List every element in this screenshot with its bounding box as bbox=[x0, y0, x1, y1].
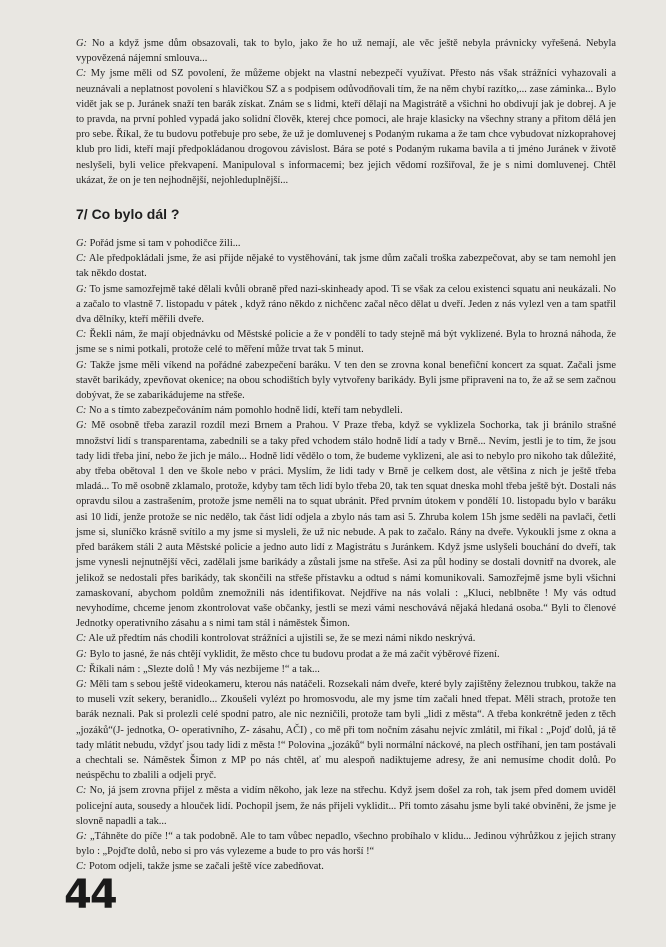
interview-paragraph bbox=[76, 829, 616, 859]
interview-section-intro bbox=[76, 36, 616, 188]
speaker-label: G: bbox=[76, 420, 87, 432]
interview-section-what-next bbox=[76, 236, 616, 875]
speaker-label: C: bbox=[76, 329, 87, 341]
speaker-label: G: bbox=[76, 238, 87, 250]
paragraph-text: No a s tímto zabezpečováním nám pomohlo hodně lidí, kteří tam nebydleli. bbox=[89, 405, 403, 417]
section-heading: 7/ Co bylo dál ? bbox=[76, 206, 180, 223]
speaker-label: C: bbox=[76, 253, 87, 265]
interview-paragraph bbox=[76, 66, 616, 188]
speaker-label: C: bbox=[76, 785, 87, 797]
page-number: 44 bbox=[64, 872, 116, 918]
speaker-label: C: bbox=[76, 405, 87, 417]
speaker-label: C: bbox=[76, 663, 87, 675]
paragraph-text: Bylo to jasné, že nás chtějí vyklidit, že město chce tu budovu prodat a že má začít výběrové řízení. bbox=[89, 648, 500, 660]
paragraph-text: Mě osobně třeba zarazil rozdíl mezi Brnem a Prahou. V Praze třeba, když se vyklizela Sochorka, tak ji bránilo strašné množství lidí s transparentama, zabednili se a taky před vchodem stálo hodně lidí a tady v Brně... Nevím, jestli je to tím, že jsou tady lidi třeba jiní, nebo že jich je málo... Hodně lidí vědělo o tom, že budeme vyklizeni, ale asi to nebylo pro nikoho tak důležité, aby třeba obětoval 1 den ve škole nebo v práci. Myslím, že lidi tady v Brně je celkem dost, ale většina z nich je ještě třeba mladá... To mě osobně zklamalo, protože, kdyby tam těch lidí bylo třeba 20, tak ten squat dneska mohl třeba ještě být. Dostali nás opravdu silou a zastrašením, protože jsme neměli na to squat ubránit. Před prvním útokem v pondělí 10. listopadu bylo v baráku asi 10 lidí, jenže protože se nic nedělo, tak část lidí odjela a zbylo nás tam asi 5. Zhruba kolem 15h jsme seděli na pavlači, četli jsme si, sluníčko krásně svítilo a my jsme si mysleli, že už nic nebude. A pak to začalo. Rány na dveře. Vykoukli jsme z okna a před barákem stáli 2 auta Městské policie a jedno auto lidí z Magistrátu s Juránkem. Když jsme uslyšeli bouchání do dveří, tak jsme vynesli nejnutnější věci, zadělali jsme barikády a zůstali jsme na střeše. Asi za půl hodiny se dostali dovnitř na dvorek, ale jelikož se nedostali přes barikády, tak skončili na střeše přístavku a odtud s námi komunikovali. Samozřejmě jsme byli všichni zamaskovaní, abychom poldům znemožnili nás identifikovat. Nejdříve na nás volali : „Kluci, neblbněte ! My vás odtud nevyhodíme, chceme jenom zkontrolovat vaše občanky, jestli se mezi vámi neschovává nějaká hledaná osoba.“ Byli to členové Jednotky operativního zásahu a s nimi tam stál i náměstek Šimon. bbox=[76, 420, 616, 630]
interview-paragraph bbox=[76, 358, 616, 404]
interview-paragraph bbox=[76, 36, 616, 66]
speaker-label: G: bbox=[76, 38, 87, 49]
paragraph-text: Pořád jsme si tam v pohodičce žili... bbox=[89, 238, 241, 250]
paragraph-text: Říkali nám : „Slezte dolů ! My vás nezbijeme !“ a tak... bbox=[89, 663, 320, 675]
speaker-label: G: bbox=[76, 359, 87, 371]
paragraph-text: Řekli nám, že mají objednávku od Městské policie a že v pondělí to tady stejně má být vyklizené. Byla to hrozná náhoda, že jsme se s nimi potkali, protože celé to měření může trvat tak 5 minut. bbox=[76, 329, 616, 356]
paragraph-text: Ale předpokládali jsme, že asi přijde nějaké to vystěhování, tak jsme dům začali troška zabezpečovat, aby se tam nemohl jen tak někdo dostat. bbox=[76, 253, 616, 280]
paragraph-text: My jsme měli od SZ povolení, že můžeme objekt na vlastní nebezpečí využívat. Přesto nás však strážníci vyhazovali a neuznávali a neplatnost povolení s hlavičkou SZ a s podpisem odůvodňovali tím, že na něm chybí razítko,... zase záminka... Bylo vidět jak se p. Juránek snaží ten barák získat. Znám se s lidmi, kteří dělají na Magistrátě a všichni ho obdivují jak je dobrej. A je to pravda, na první pohled vypadá jako solidní člověk, kterej chce pomoci, ale hraje klasicky na všechny strany a přitom dělá jen pro sebe. Říkal, že tu budovu potřebuje pro sebe, že už je domluvenej s Podaným rukama a že tam chce vybudovat nízkoprahovej klub pro lidi, kteří mají předpokládanou drogovou závislost. Bára se poté s Podaným rukama bavila a ti jméno Juránek v životě neslyšeli, byli velice překvapení. Manipuloval s informacemi; bez jejich vědomí rozšiřoval, že je s nimi domluvenej. Chtěl ukázat, že on je ten nejhodnější, nejohleduplnější... bbox=[76, 68, 616, 186]
interview-paragraph bbox=[76, 236, 616, 251]
speaker-label: G: bbox=[76, 283, 87, 295]
speaker-label: C: bbox=[76, 633, 87, 645]
paragraph-text: Ale už předtím nás chodili kontrolovat strážníci a ujistili se, že se mezi námi nikdo neskrývá. bbox=[88, 633, 476, 645]
speaker-label: G: bbox=[76, 830, 87, 842]
speaker-label: G: bbox=[76, 678, 87, 690]
paragraph-text: „Táhněte do píče !“ a tak podobně. Ale to tam vůbec nepadlo, všechno probíhalo v klidu... Jedinou výhrůžkou z jejich strany bylo : „Pojďte dolů, nebo si pro vás vylezeme a bude to pro vás horší !“ bbox=[76, 830, 616, 858]
interview-paragraph bbox=[76, 677, 616, 783]
paragraph-text: Potom odjeli, takže jsme se začali ještě více zabedňovat. bbox=[89, 861, 324, 873]
interview-paragraph bbox=[76, 647, 616, 662]
paragraph-text: No, já jsem zrovna přijel z města a vidím někoho, jak leze na střechu. Když jsem došel za roh, tak jsem před domem uviděl policejní auta, sousedy a hlouček lidí. Pochopil jsem, že nás přijeli vyklidit... Při tomto zásahu jsme byli také obviněni, že jsme je slovně napadli a tak... bbox=[76, 785, 616, 827]
interview-paragraph bbox=[76, 631, 616, 646]
paragraph-text: Takže jsme měli víkend na pořádné zabezpečení baráku. V ten den se zrovna konal benefiční koncert za squat. Začali jsme stavět barikády, zpevňovat okenice; na obou schodištích byly vytvořeny barikády. Byli jsme připraveni na to, že až se sem začnou dobývat, že se zabarikádujeme na střeše. bbox=[76, 359, 616, 402]
interview-paragraph bbox=[76, 282, 616, 328]
speaker-label: C: bbox=[76, 861, 87, 873]
interview-paragraph bbox=[76, 662, 616, 677]
interview-paragraph bbox=[76, 783, 616, 829]
interview-paragraph bbox=[76, 327, 616, 357]
paragraph-text: Měli tam s sebou ještě videokameru, kterou nás natáčeli. Rozsekali nám dveře, které byly zajištěny železnou trubkou, takže na to museli vzít sekery, beranidlo... Zkoušeli vylézt po hromosvodu, ale my jsme tím začali hned třepat. Měli strach, protože ten barák neznali. Pak si prolezli celé spodní patro, ale nic nezničili, protože tam byli „lidi z města“. A třeba konkrétně jeden z těch „jozáků“(J- jednotka, O- operativního, Z- zásahu, AČI) , co mě při tom nočním zásahu nejvíc zmlátil, mi říkal : „Pojď dolů, já tě tady mlátit nebudu, vždyť jsou tady lidi z města !“ Polovina „jozáků“ byli normální náckové, na plech ostříhaní, jen tam postávali a chechtali se. Náměstek Šimon z MP po nás chtěl, ať mu alespoň nadiktujeme adresy, že ani nemusíme chodit dolů. Po neúspěchu to zbalili a odjeli pryč. bbox=[76, 678, 616, 782]
interview-paragraph bbox=[76, 418, 616, 631]
speaker-label: C: bbox=[76, 68, 87, 80]
paragraph-text: No a když jsme dům obsazovali, tak to bylo, jako že ho už nemají, ale věc ještě nebyla právnicky vyřešená. Nebyla vypovězená nájemní smlouva... bbox=[76, 38, 616, 65]
interview-paragraph bbox=[76, 251, 616, 281]
interview-paragraph bbox=[76, 859, 616, 874]
interview-paragraph bbox=[76, 403, 616, 418]
speaker-label: G: bbox=[76, 648, 87, 660]
paragraph-text: To jsme samozřejmě také dělali kvůli obraně před nazi-skinheady apod. Ti se však za celou existenci squatu ani neukázali. No a začalo to vlastně 7. listopadu v pátek , když ráno někdo z nichčenc začal něco dělat u dveří. Jeden z nás vylezl ven a tam spatřil dva dělníky, kteří měřili dveře. bbox=[76, 283, 616, 326]
